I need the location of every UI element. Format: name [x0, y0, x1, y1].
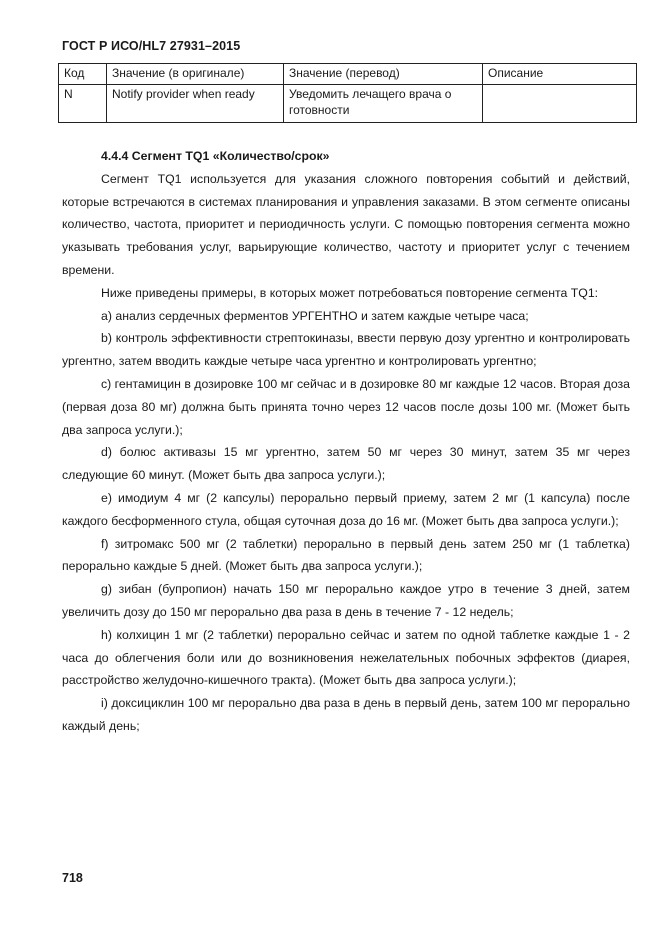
- document-header: ГОСТ Р ИСО/HL7 27931–2015: [62, 39, 241, 53]
- list-item-i: i) доксициклин 100 мг перорально два раза в день в первый день, затем 100 мг перорально каждый день;: [62, 696, 630, 733]
- list-item-a: a) анализ сердечных ферментов УРГЕНТНО и затем каждые четыре часа;: [101, 308, 529, 323]
- column-header-code: Код: [59, 64, 107, 85]
- table-row: [59, 85, 637, 123]
- list-item-b: b) контроль эффективности стрептокиназы, ввести первую дозу ургентно и контролировать ургентно, затем вводить каждые четыре часа ургентно и контролировать ургентно;: [62, 331, 630, 369]
- list-item-e: e) имодиум 4 мг (2 капсулы) перорально первый приему, затем 2 мг (1 капсула) после каждого бесформенного стула, общая суточная доза до 16 мг. (Может быть два запроса услуги.);: [62, 490, 630, 528]
- list-item-h: h) колхицин 1 мг (2 таблетки) перорально сейчас и затем по одной таблетке каждые 1 - 2 часа до облегчения боли или до возникновения нежелательных побочных эффектов (диарея, расстройство желудочно-кишечного тракта). (Может быть два запроса услуги.);: [62, 627, 630, 688]
- table-cell-translated-value: Уведомить лечащего врача о готовности: [284, 85, 483, 123]
- paragraph-intro: Сегмент TQ1 используется для указания сложного повторения событий и действий, которые встречаются в системах планирования и управления заказами. В этом сегменте описаны количество, частота, приоритет и периодичность услуги. С помощью повторения сегмента можно указывать требования услуг, варьирующие количество, частоту и приоритет услуг с течением времени.: [62, 171, 630, 277]
- table-cell-code: N: [59, 85, 107, 123]
- list-item-d: d) болюс активазы 15 мг ургентно, затем 50 мг через 30 минут, затем 35 мг через следующие 60 минут. (Может быть два запроса услуги.);: [62, 445, 630, 483]
- column-header-original-value: Значение (в оригинале): [107, 64, 284, 85]
- column-header-description: Описание: [483, 64, 637, 85]
- table-cell-original-value: Notify provider when ready: [107, 85, 284, 123]
- table-cell-description: [483, 85, 637, 123]
- section-heading: 4.4.4 Сегмент TQ1 «Количество/срок»: [101, 149, 330, 163]
- column-header-translated-value: Значение (перевод): [284, 64, 483, 85]
- section-tq1: [62, 145, 630, 738]
- list-item-g: g) зибан (бупропион) начать 150 мг перорально каждое утро в течение 3 дней, затем увеличить дозу до 150 мг перорально два раза в день в течение 7 - 12 недель;: [62, 582, 630, 619]
- paragraph-examples-lead: Ниже приведены примеры, в которых может потребоваться повторение сегмента TQ1:: [101, 285, 599, 300]
- code-table: [58, 63, 637, 123]
- page-number: 718: [62, 871, 83, 885]
- table-header-row: [59, 64, 637, 85]
- list-item-f: f) зитромакс 500 мг (2 таблетки) перорально в первый день затем 250 мг (1 таблетка) перорально каждые 5 дней. (Может быть два запроса услуги.);: [62, 536, 630, 574]
- list-item-c: c) гентамицин в дозировке 100 мг сейчас и в дозировке 80 мг каждые 12 часов. Вторая доза (первая доза 80 мг) должна быть принята точно через 12 часов после дозы 100 мг. (Может быть два запроса услуги.);: [62, 376, 630, 437]
